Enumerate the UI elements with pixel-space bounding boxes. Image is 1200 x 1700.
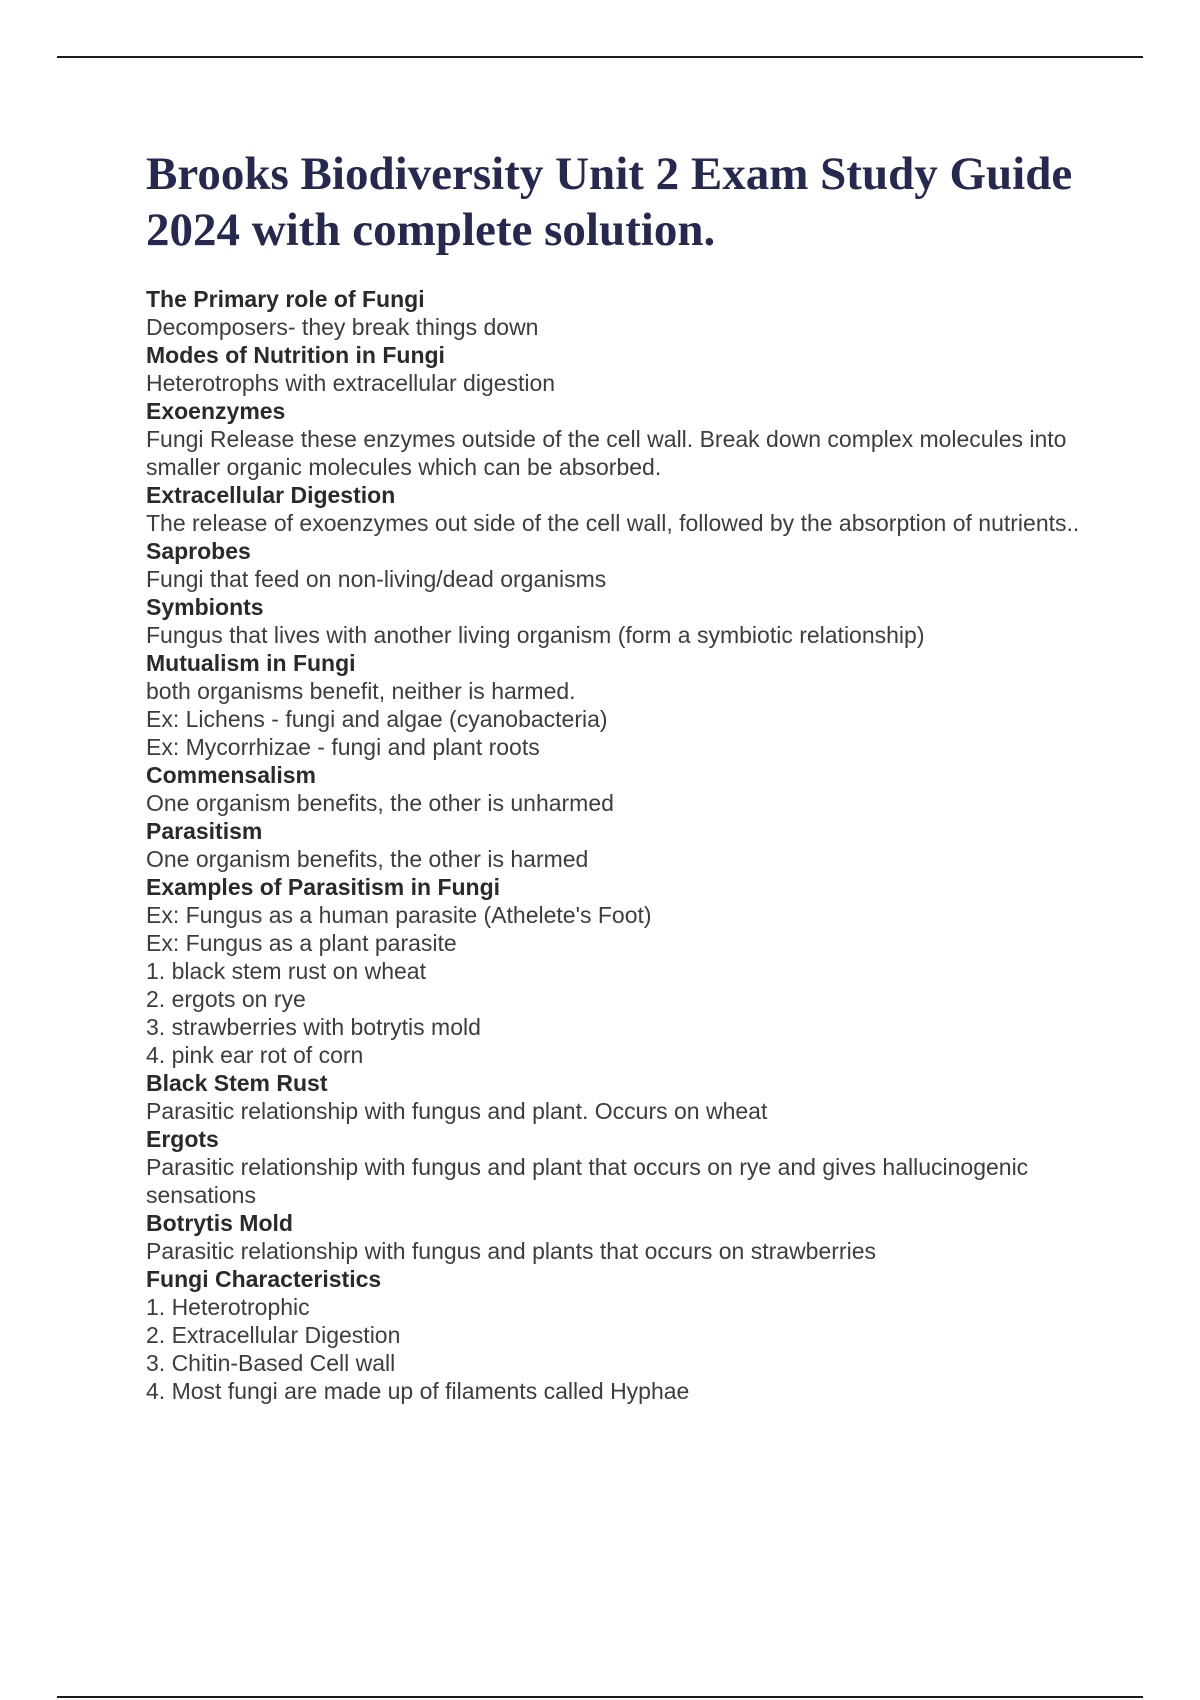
study-entry <box>146 537 1086 593</box>
entry-term: Symbionts <box>146 594 264 620</box>
entry-definition-line: Heterotrophs with extracellular digestion <box>146 370 556 396</box>
entry-definition-line: Parasitic relationship with fungus and plants that occurs on strawberries <box>146 1238 876 1264</box>
top-rule <box>57 56 1143 58</box>
entry-definition-line: 4. Most fungi are made up of filaments called Hyphae <box>146 1378 690 1404</box>
entry-term: The Primary role of Fungi <box>146 286 425 312</box>
entry-definition-line: Parasitic relationship with fungus and plant. Occurs on wheat <box>146 1098 768 1124</box>
study-entry <box>146 1125 1086 1209</box>
entry-definition-line: 3. Chitin-Based Cell wall <box>146 1350 396 1376</box>
entry-term: Fungi Characteristics <box>146 1266 382 1292</box>
entry-term: Ergots <box>146 1126 219 1152</box>
entry-definition-line: Decomposers- they break things down <box>146 314 539 340</box>
entry-definition-line: One organism benefits, the other is unharmed <box>146 790 614 816</box>
entry-definition-line: 1. Heterotrophic <box>146 1294 310 1320</box>
document-title: Brooks Biodiversity Unit 2 Exam Study Guide 2024 with complete solution. <box>146 148 1073 256</box>
entry-definition-line: Parasitic relationship with fungus and plant that occurs on rye and gives hallucinogenic sensations <box>146 1154 1029 1208</box>
study-entry <box>146 1069 1086 1125</box>
study-entry <box>146 817 1086 873</box>
study-entry <box>146 593 1086 649</box>
entry-term: Exoenzymes <box>146 398 286 424</box>
entry-term: Examples of Parasitism in Fungi <box>146 874 501 900</box>
entry-term: Mutualism in Fungi <box>146 650 356 676</box>
entry-term: Black Stem Rust <box>146 1070 328 1096</box>
entry-definition-line: 2. ergots on rye <box>146 986 306 1012</box>
entry-term: Extracellular Digestion <box>146 482 396 508</box>
entry-definition-line: Ex: Fungus as a human parasite (Athelete's Foot) <box>146 902 652 928</box>
study-entry <box>146 1265 1086 1405</box>
entry-definition-line: One organism benefits, the other is harmed <box>146 846 589 872</box>
study-guide-content <box>146 285 1086 1405</box>
entry-definition-line: Ex: Fungus as a plant parasite <box>146 930 457 956</box>
study-entry <box>146 397 1086 481</box>
entry-definition-line: Fungi that feed on non-living/dead organisms <box>146 566 607 592</box>
study-entry <box>146 341 1086 397</box>
study-entry <box>146 761 1086 817</box>
entry-term: Modes of Nutrition in Fungi <box>146 342 445 368</box>
entry-term: Saprobes <box>146 538 251 564</box>
entry-term: Commensalism <box>146 762 317 788</box>
entry-definition-line: 2. Extracellular Digestion <box>146 1322 401 1348</box>
study-entry <box>146 649 1086 761</box>
entry-definition-line: Ex: Mycorrhizae - fungi and plant roots <box>146 734 540 760</box>
entry-definition-line: Fungus that lives with another living organism (form a symbiotic relationship) <box>146 622 925 648</box>
study-entry <box>146 481 1086 537</box>
entry-definition-line: both organisms benefit, neither is harmed. <box>146 678 576 704</box>
entry-definition-line: 1. black stem rust on wheat <box>146 958 426 984</box>
entry-term: Botrytis Mold <box>146 1210 293 1236</box>
entry-definition-line: 4. pink ear rot of corn <box>146 1042 364 1068</box>
entry-term: Parasitism <box>146 818 263 844</box>
study-entry <box>146 873 1086 1069</box>
entry-definition-line: Fungi Release these enzymes outside of the cell wall. Break down complex molecules into smaller organic molecules which can be absorbed. <box>146 426 1067 480</box>
entry-definition-line: 3. strawberries with botrytis mold <box>146 1014 481 1040</box>
study-entry <box>146 285 1086 341</box>
study-entry <box>146 1209 1086 1265</box>
entry-definition-line: Ex: Lichens - fungi and algae (cyanobacteria) <box>146 706 608 732</box>
bottom-rule <box>57 1696 1143 1698</box>
entry-definition-line: The release of exoenzymes out side of the cell wall, followed by the absorption of nutrients.. <box>146 510 1080 536</box>
